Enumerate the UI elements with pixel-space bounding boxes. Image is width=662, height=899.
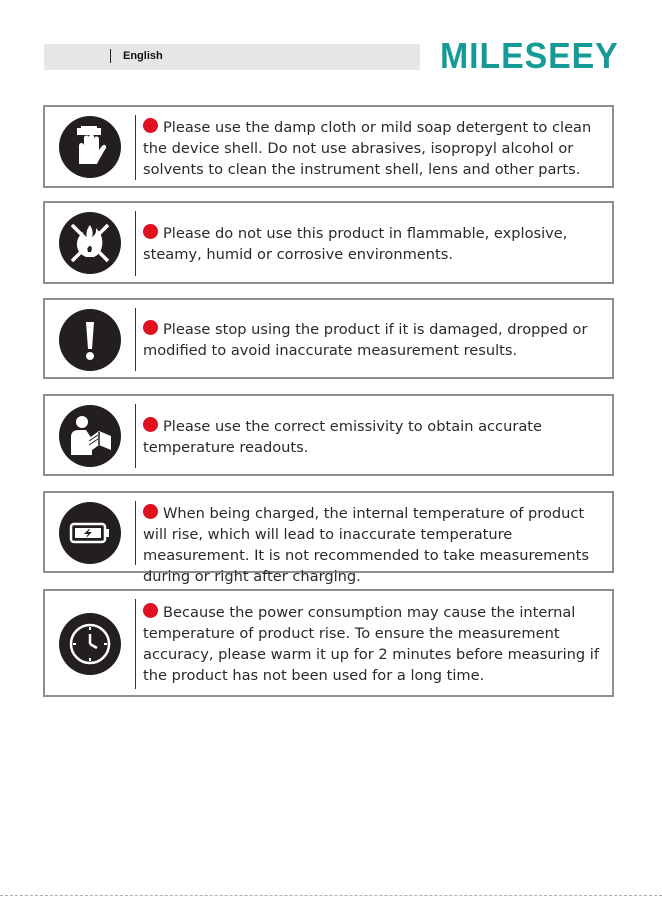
bullet-dot [143, 118, 158, 133]
divider-line [135, 211, 136, 276]
language-separator [110, 49, 111, 63]
bullet-dot [143, 417, 158, 432]
brand-logo: MILESEEY [440, 35, 619, 76]
item-text-content: Please use the damp cloth or mild soap detergent to clean the device shell. Do not use abrasives, isopropyl alcohol or solvents to clean the instrument shell, lens and other parts. [143, 119, 592, 178]
item-text [143, 223, 612, 265]
battery-charging-icon [59, 502, 121, 564]
bullet-dot [143, 603, 158, 618]
item-text-content: Because the power consumption may cause the internal temperature of product rise. To ensure the measurement accuracy, please warm it up for 2 minutes before measuring if the product has not been used for a long time. [143, 604, 599, 684]
clock-icon [59, 613, 121, 675]
divider-line [135, 115, 136, 180]
safety-item-emissivity [43, 394, 614, 476]
divider-line [135, 308, 136, 371]
bullet-dot [143, 320, 158, 335]
safety-item-damaged [43, 298, 614, 379]
page-edge-line [0, 895, 662, 896]
flammable-fire-icon [59, 212, 121, 274]
cleaning-cloth-icon [59, 116, 121, 178]
divider-line [135, 599, 136, 689]
item-text-content: Please stop using the product if it is damaged, dropped or modified to avoid inaccurate measurement results. [143, 321, 588, 359]
divider-line [135, 501, 136, 565]
bullet-dot [143, 504, 158, 519]
item-text-content: Please use the correct emissivity to obtain accurate temperature readouts. [143, 418, 542, 456]
divider-line [135, 404, 136, 468]
item-text [143, 416, 612, 458]
read-manual-icon [59, 405, 121, 467]
exclamation-warning-icon [59, 309, 121, 371]
item-text [143, 117, 612, 180]
safety-item-warmup [43, 589, 614, 697]
bullet-dot [143, 224, 158, 239]
language-label: English [123, 50, 163, 62]
item-text [143, 503, 612, 587]
language-bar [44, 44, 420, 70]
item-text-content: Please do not use this product in flammable, explosive, steamy, humid or corrosive environments. [143, 225, 568, 263]
item-text [143, 602, 612, 686]
safety-item-environment [43, 201, 614, 284]
item-text [143, 319, 612, 361]
safety-item-charging [43, 491, 614, 585]
safety-item-cleaning [43, 105, 614, 188]
item-text-content: When being charged, the internal temperature of product will rise, which will lead to inaccurate temperature measurement. It is not recommended to take measurements during or right after charging. [143, 505, 589, 585]
